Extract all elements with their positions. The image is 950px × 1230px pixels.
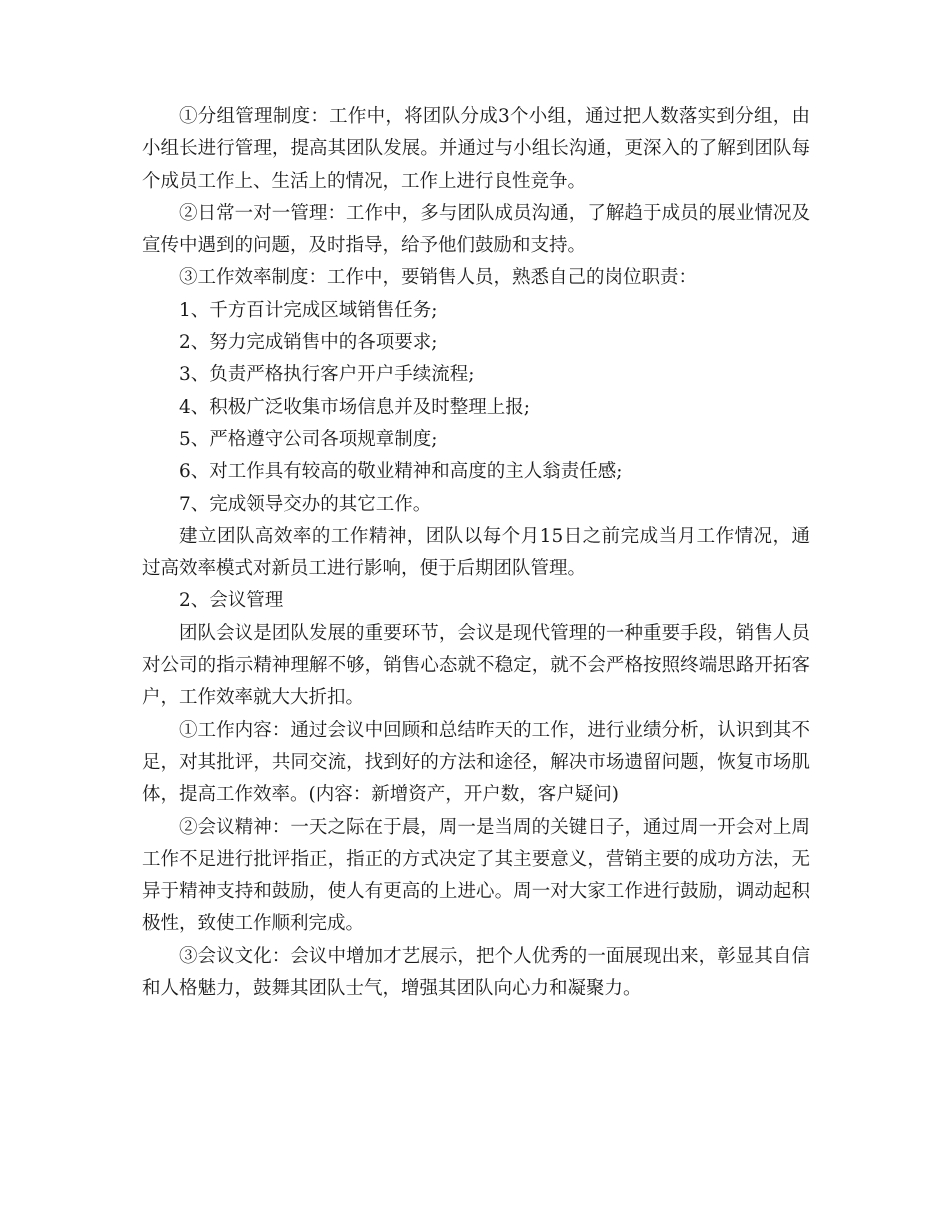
list-item-2: 2、努力完成销售中的各项要求; [179, 332, 438, 354]
list-item-6: 6、对工作具有较高的敬业精神和高度的主人翁责任感; [179, 461, 623, 483]
paragraph-team-spirit: 建立团队高效率的工作精神，团队以每个月15日之前完成当月工作情况，通过高效率模式对新员工进行影响，便于后期团队管理。 [142, 525, 810, 580]
paragraph-one-on-one: ②日常一对一管理：工作中，多与团队成员沟通，了解趋于成员的展业情况及宣传中遇到的问题，及时指导，给予他们鼓励和支持。 [142, 202, 810, 257]
list-item-4: 4、积极广泛收集市场信息并及时整理上报; [179, 396, 531, 418]
paragraph-meeting-spirit: ②会议精神：一天之际在于晨，周一是当周的关键日子，通过周一开会对上周工作不足进行批评指正，指正的方式决定了其主要意义，营销主要的成功方法，无异于精神支持和鼓励，使人有更高的上进心。周一对大家工作进行鼓励，调动起积极性，致使工作顺利完成。 [142, 816, 810, 935]
paragraph-group-management: ①分组管理制度：工作中，将团队分成3个小组，通过把人数落实到分组，由小组长进行管理，提高其团队发展。并通过与小组长沟通，更深入的了解到团队每个成员工作上、生活上的情况，工作上进行良性竞争。 [142, 106, 810, 192]
list-item-3: 3、负责严格执行客户开户手续流程; [179, 364, 475, 386]
paragraph-meeting-culture: ③会议文化：会议中增加才艺展示，把个人优秀的一面展现出来，彰显其自信和人格魅力，鼓舞其团队士气，增强其团队向心力和凝聚力。 [142, 945, 810, 1000]
list-item-5: 5、严格遵守公司各项规章制度; [179, 428, 438, 450]
paragraph-work-content: ①工作内容：通过会议中回顾和总结昨天的工作，进行业绩分析，认识到其不足，对其批评，共同交流，找到好的方法和途径，解决市场遗留问题，恢复市场肌体，提高工作效率。(内容：新增资产，开户数，客户疑问) [142, 719, 810, 806]
section-heading-meeting-management: 2、会议管理 [179, 590, 284, 612]
list-item-1: 1、千方百计完成区域销售任务; [179, 299, 438, 321]
paragraph-efficiency-system: ③工作效率制度：工作中，要销售人员，熟悉自己的岗位职责： [179, 267, 698, 289]
document-body [142, 101, 810, 1005]
list-item-7: 7、完成领导交办的其它工作。 [179, 493, 432, 515]
paragraph-meeting-intro: 团队会议是团队发展的重要环节，会议是现代管理的一种重要手段，销售人员对公司的指示精神理解不够，销售心态就不稳定，就不会严格按照终端思路开拓客户，工作效率就大大折扣。 [142, 622, 810, 709]
